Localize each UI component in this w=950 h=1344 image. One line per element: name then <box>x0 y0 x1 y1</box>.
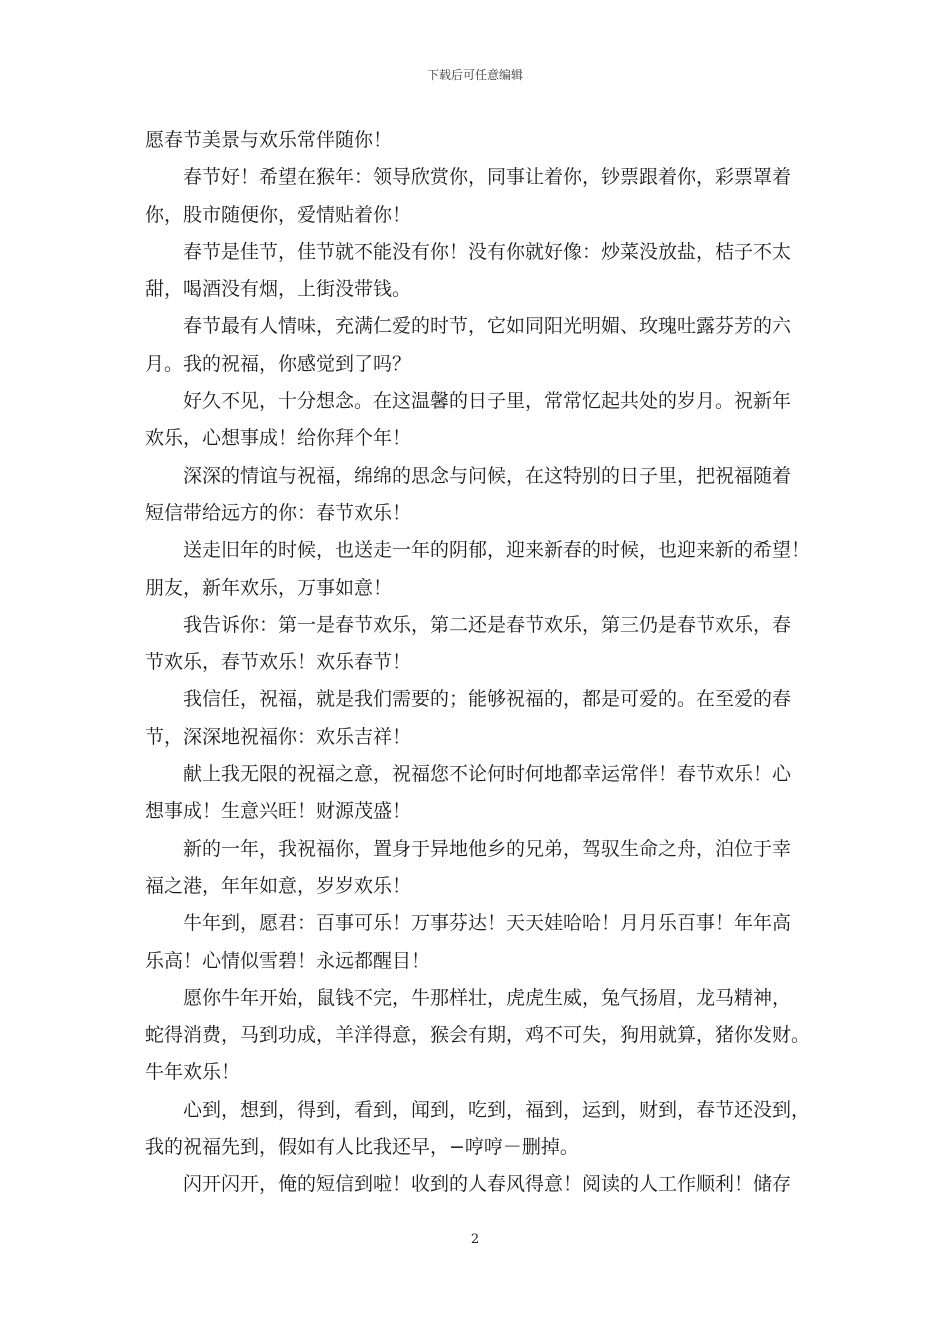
text-line: 节，深深地祝福你：欢乐吉祥！ <box>145 725 412 748</box>
text-line: 福之港，年年如意，岁岁欢乐！ <box>145 874 412 897</box>
text-line: 送走旧年的时候，也送走一年的阴郁，迎来新春的时候，也迎来新的希望！ <box>183 539 811 562</box>
page-number: 2 <box>470 1232 480 1247</box>
text-line: 短信带给远方的你：春节欢乐！ <box>145 501 412 524</box>
text-line: 乐高！心情似雪碧！永远都醒目！ <box>145 949 431 972</box>
text-line: 春节好！希望在猴年：领导欣赏你，同事让着你，钞票跟着你，彩票罩着 <box>183 166 792 189</box>
text-line: 朋友，新年欢乐，万事如意！ <box>145 576 393 599</box>
text-line: 你，股市随便你，爱情贴着你！ <box>145 203 412 226</box>
text-line: 愿你牛年开始，鼠钱不完，牛那样壮，虎虎生威，兔气扬眉，龙马精神， <box>183 986 792 1009</box>
text-line: 深深的情谊与祝福，绵绵的思念与问候，在这特别的日子里，把祝福随着 <box>183 464 792 487</box>
text-line: 我的祝福先到，假如有人比我还早，−哼哼－删掉。 <box>145 1136 579 1159</box>
page-header: 下载后可任意编辑 <box>426 68 523 82</box>
text-line: 牛年欢乐！ <box>145 1061 241 1084</box>
text-line: 我告诉你：第一是春节欢乐，第二还是春节欢乐，第三仍是春节欢乐，春 <box>183 613 792 636</box>
text-line: 心到，想到，得到，看到，闻到，吃到，福到，运到，财到，春节还没到， <box>183 1098 811 1121</box>
text-line: 节欢乐，春节欢乐！欢乐春节！ <box>145 651 412 674</box>
text-line: 甜，喝酒没有烟，上街没带钱。 <box>145 278 412 301</box>
text-line: 愿春节美景与欢乐常伴随你！ <box>145 129 393 151</box>
text-line: 蛇得消费，马到功成，羊洋得意，猴会有期，鸡不可失，狗用就算，猪你发财。 <box>145 1024 811 1047</box>
text-line: 牛年到，愿君：百事可乐！万事芬达！天天娃哈哈！月月乐百事！年年高 <box>183 912 792 935</box>
text-line: 春节最有人情味，充满仁爱的时节，它如同阳光明媚、玫瑰吐露芬芳的六 <box>183 315 792 338</box>
text-line: 我信任，祝福，就是我们需要的；能够祝福的，都是可爱的。在至爱的春 <box>183 688 792 711</box>
text-line: 月。我的祝福，你感觉到了吗？ <box>145 352 412 375</box>
text-line: 欢乐，心想事成！给你拜个年！ <box>145 427 412 450</box>
document-body <box>145 122 811 1204</box>
text-line: 闪开闪开，俺的短信到啦！收到的人春风得意！阅读的人工作顺利！储存 <box>183 1173 792 1196</box>
text-line: 献上我无限的祝福之意，祝福您不论何时何地都幸运常伴！春节欢乐！心 <box>183 763 792 786</box>
text-line: 好久不见，十分想念。在这温馨的日子里，常常忆起共处的岁月。祝新年 <box>183 390 792 413</box>
text-line: 春节是佳节，佳节就不能没有你！没有你就好像：炒菜没放盐，桔子不太 <box>183 240 792 263</box>
text-line: 想事成！生意兴旺！财源茂盛！ <box>145 800 412 823</box>
text-line: 新的一年，我祝福你，置身于异地他乡的兄弟，驾驭生命之舟，泊位于幸 <box>183 837 792 860</box>
